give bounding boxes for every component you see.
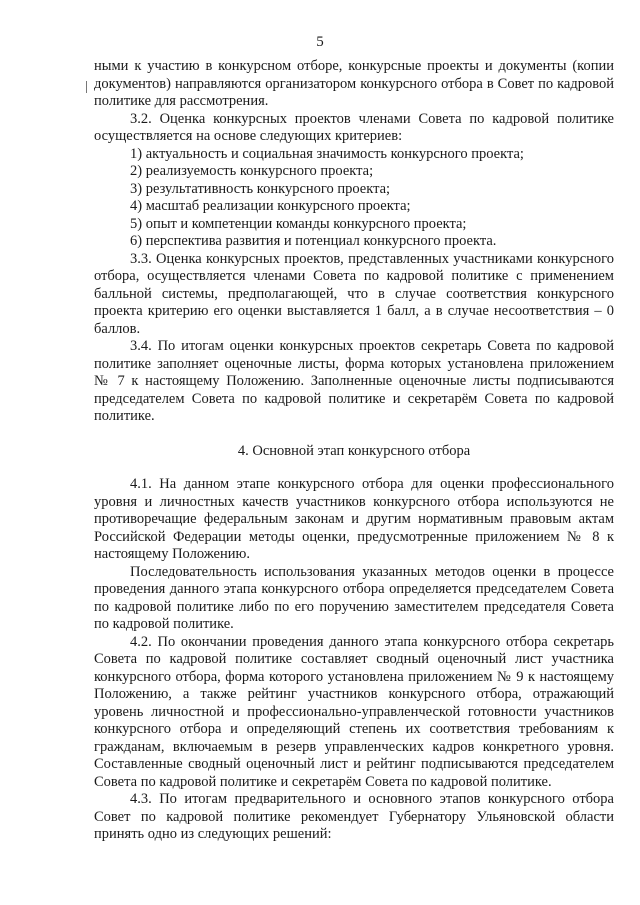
paragraph-4-1: 4.1. На данном этапе конкурсного отбора для оценки профессионального уровня и личностных качеств участников конкурсного отбора используются не противоречащие федеральным законам и другим нормативным правовым актам Российской Федерации методы оценки, предусмотренные приложением № 8 к настоящему Положению. — [94, 476, 614, 562]
spacer — [94, 460, 614, 476]
paragraph-3-3: 3.3. Оценка конкурсных проектов, представленных участниками конкурсного отбора, осуществляется членами Совета по кадровой политике с применением балльной системы, предполагающей, что в случае соответствия конкурсного проекта критерию его оценки выставляется 1 балл, а в случае несоответствия – 0 баллов. — [94, 250, 614, 337]
spacer — [94, 426, 614, 443]
paragraph-3-4: 3.4. По итогам оценки конкурсных проектов секретарь Совета по кадровой политике заполняет оценочные листы, форма которых установлена приложением № 7 к настоящему Положению. Заполненные оценочные листы подписываются председателем Совета по кадровой политике и секретарём Совета по кадровой политике. — [94, 338, 614, 424]
criteria-list — [94, 146, 614, 251]
list-item: 5) опыт и компетенции команды конкурсного проекта; — [130, 215, 467, 232]
paragraph-3-2: 3.2. Оценка конкурсных проектов членами Совета по кадровой политике осуществляется на основе следующих критериев: — [94, 110, 614, 144]
list-item: 6) перспектива развития и потенциал конкурсного проекта. — [130, 233, 497, 249]
section-heading: 4. Основной этап конкурсного отбора — [237, 442, 471, 459]
paragraph-4-3: 4.3. По итогам предварительного и основного этапов конкурсного отбора Совет по кадровой политике рекомендует Губернатору Ульяновской области принять одно из следующих решений: — [94, 791, 614, 842]
paragraph-sequence: Последовательность использования указанных методов оценки в процессе проведения данного этапа конкурсного отбора определяется председателем Совета по кадровой политике либо по его поручению заместителем председателя Совета по кадровой политике. — [94, 563, 614, 632]
list-item: 2) реализуемость конкурсного проекта; — [130, 163, 374, 179]
page-number: 5 — [316, 34, 324, 50]
paragraph-continued: ными к участию в конкурсном отборе, конкурсные проекты и документы (копии документов) направляются организатором конкурсного отбора в Совет по кадровой политике для рассмотрения. — [94, 58, 614, 109]
paragraph-4-2: 4.2. По окончании проведения данного этапа конкурсного отбора секретарь Совета по кадровой политике составляет сводный оценочный лист участника конкурсного отбора, форма которого установлена приложением № 9 к настоящему Положению, а также рейтинг участников конкурсного отбора, отражающий уровень личностной и профессионально-управленческой готовности участников конкурсного отбора и определяющий степень их соответствия требованиям к гражданам, включаемым в резерв управленческих кадров конкретного уровня. Составленные сводный оценочный лист и рейтинг подписываются председателем Совета по кадровой политике и секретарём Совета по кадровой политике. — [94, 633, 614, 790]
scan-mark — [86, 81, 91, 93]
list-item: 4) масштаб реализации конкурсного проекта; — [130, 198, 411, 214]
document-body — [94, 58, 614, 844]
list-item: 3) результативность конкурсного проекта; — [130, 180, 391, 197]
list-item: 1) актуальность и социальная значимость конкурсного проекта; — [130, 145, 524, 162]
